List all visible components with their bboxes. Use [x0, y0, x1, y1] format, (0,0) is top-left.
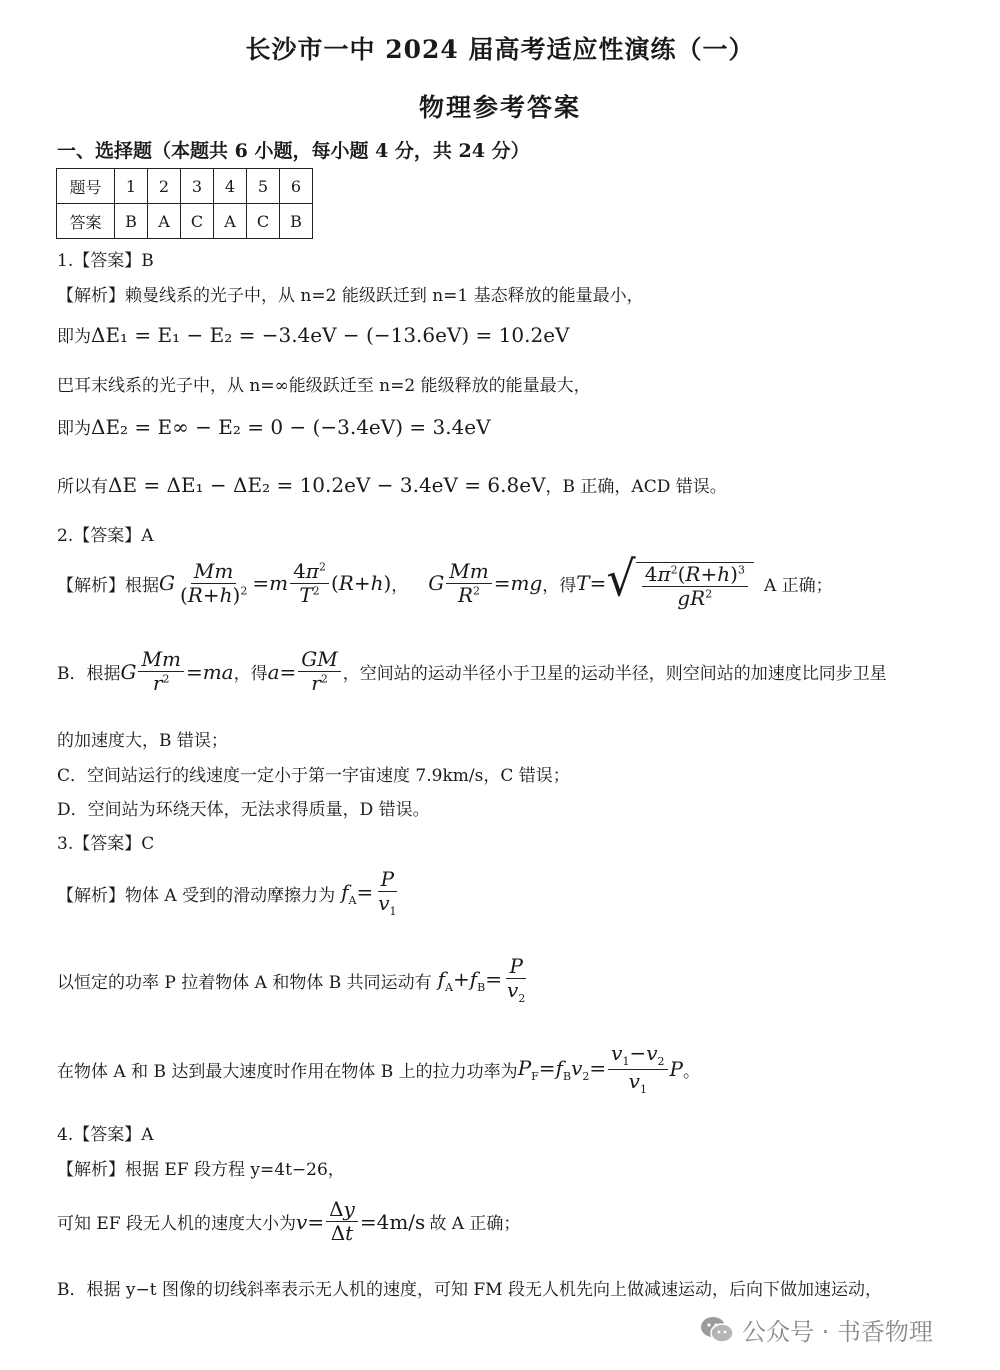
analysis-text: 【解析】物体 A 受到的滑动摩擦力为: [57, 885, 336, 906]
equation: ΔE = ΔE₁ − ΔE₂ = 10.2eV − 3.4eV = 6.8eV: [108, 473, 546, 497]
q3-analysis: 【解析】物体 A 受到的滑动摩擦力为 $f_A=$ $\frac{P}{v_1}$: [57, 868, 402, 919]
q2-option-d: D．空间站为环绕天体，无法求得质量，D 错误。: [57, 800, 430, 820]
table-row: [57, 204, 313, 239]
sqrt-expression: √ $\frac{4\pi^2(R+h)^3}{gR^2}$: [606, 556, 754, 610]
formula-gravitation: G: [159, 571, 175, 595]
table-cell: 3: [181, 169, 214, 204]
table-cell: 1: [115, 169, 148, 204]
equation-suffix: ，B 正确，ACD 错误。: [545, 477, 727, 497]
fraction: $\frac{Mm}{R^2}$: [446, 560, 491, 607]
equation: ΔE₁ = E₁ − E₂ = −3.4eV − (−13.6eV) = 10.2eV: [91, 323, 570, 347]
equation-prefix: 即为: [57, 419, 91, 439]
fraction: $\frac{GM}{r^2}$: [298, 648, 340, 695]
table-cell: A: [148, 204, 181, 239]
q2-option-c: C．空间站运行的线速度一定小于第一宇宙速度 7.9km/s，C 错误；: [57, 766, 570, 786]
fraction: $\frac{v_1-v_2}{v_1}$: [608, 1042, 667, 1096]
q1-equation-1: [57, 322, 570, 347]
table-cell: 答案: [57, 204, 115, 239]
table-row: [57, 169, 313, 204]
q2-analysis: 【解析】根据 G $\frac{Mm}{(R+h)^2}$ =m $\frac{4\pi^2}{T^2}$ (R+h) ， G $\frac{Mm}{R^2}$ =mg ，得 T= √ $\frac{4\pi^2(R+h)^3}{gR^2}$ A 正确；: [57, 550, 833, 610]
analysis-text: 以恒定的功率 P 拉着物体 A 和物体 B 共同运动有: [57, 972, 432, 993]
fraction: $\frac{P}{v_1}$: [378, 867, 397, 918]
analysis-text: 在物体 A 和 B 达到最大速度时作用在物体 B 上的拉力功率为: [57, 1061, 518, 1082]
answer-table: [56, 168, 313, 239]
table-cell: 6: [280, 169, 313, 204]
fraction: $\frac{\Delta y}{\Delta t}$: [326, 1198, 358, 1245]
analysis-text: 可知 EF 段无人机的速度大小为: [57, 1214, 297, 1234]
table-cell: 2: [148, 169, 181, 204]
option-suffix: ，空间站的运动半径小于卫星的运动半径，则空间站的加速度比同步卫星: [342, 664, 887, 684]
q1-text-2: 巴耳末线系的光子中，从 n=∞能级跃迁至 n=2 能级释放的能量最大，: [57, 376, 591, 396]
document-subtitle: 物理参考答案: [418, 93, 581, 122]
table-cell: C: [181, 204, 214, 239]
option-prefix: B．根据: [57, 664, 121, 684]
table-cell: B: [115, 204, 148, 239]
table-cell: 5: [247, 169, 280, 204]
table-cell: 4: [214, 169, 247, 204]
q1-answer: 1.【答案】B: [57, 251, 154, 271]
section-heading: 一、选择题（本题共 6 小题，每小题 4 分，共 24 分）: [57, 140, 530, 162]
q1-equation-2: [57, 414, 491, 439]
q3-text-3: 在物体 A 和 B 达到最大速度时作用在物体 B 上的拉力功率为 $P_F=f_Bv_2=$ $\frac{v_1-v_2}{v_1}$ P 。: [57, 1041, 700, 1096]
equation: ΔE₂ = E∞ − E₂ = 0 − (−3.4eV) = 3.4eV: [91, 415, 491, 439]
q3-text-2: 以恒定的功率 P 拉着物体 A 和物体 B 共同运动有 $f_A+f_B=$ $\frac{P}{v_2}$: [57, 955, 530, 1006]
q3-answer: 3.【答案】C: [57, 834, 155, 854]
analysis-suffix: A 正确；: [763, 575, 833, 596]
fraction: $\frac{P}{v_2}$: [507, 954, 526, 1005]
q1-analysis: 【解析】赖曼线系的光子中，从 n=2 能级跃迁到 n=1 基态释放的能量最小，: [57, 286, 644, 306]
table-cell: 题号: [57, 169, 115, 204]
watermark-text: 公众号 · 书香物理: [742, 1318, 933, 1346]
equation-prefix: 即为: [57, 327, 91, 347]
table-cell: A: [214, 204, 247, 239]
separator: ，: [391, 575, 409, 596]
q4-answer: 4.【答案】A: [57, 1125, 154, 1145]
q1-equation-3: [57, 472, 727, 497]
option-mid: ，得: [233, 664, 268, 684]
q2-option-b: B．根据 G $\frac{Mm}{r^2}$ =ma ，得 a= $\frac{GM}{r^2}$ ，空间站的运动半径小于卫星的运动半径，则空间站的加速度比同步卫星: [57, 647, 887, 695]
separator: ，得: [542, 575, 577, 596]
table-cell: B: [280, 204, 313, 239]
q4-analysis: 【解析】根据 EF 段方程 y=4t−26，: [57, 1160, 345, 1180]
document-title: 长沙市一中 2024 届高考适应性演练（一）: [245, 35, 755, 64]
q2-answer: 2.【答案】A: [57, 526, 154, 546]
fraction: $\frac{4\pi^2}{T^2}$: [290, 560, 329, 607]
analysis-prefix: 【解析】根据: [57, 575, 159, 596]
analysis-text: 故 A 正确；: [429, 1214, 521, 1234]
q4-option-b: B．根据 y−t 图像的切线斜率表示无人机的速度，可知 FM 段无人机先向上做减速运动，后向下做加速运动，: [57, 1280, 882, 1300]
equation-prefix: 所以有: [57, 477, 108, 497]
sentence-end: 。: [683, 1061, 700, 1082]
fraction: $\frac{Mm}{(R+h)^2}$: [179, 558, 248, 607]
wechat-icon: [700, 1315, 734, 1345]
table-cell: C: [247, 204, 280, 239]
q2-option-b-cont: 的加速度大，B 错误；: [57, 731, 228, 751]
fraction: $\frac{Mm}{r^2}$: [138, 648, 183, 695]
q4-text-2: 可知 EF 段无人机的速度大小为 v= $\frac{\Delta y}{\Delta t}$ =4m/s 故 A 正确；: [57, 1197, 521, 1245]
